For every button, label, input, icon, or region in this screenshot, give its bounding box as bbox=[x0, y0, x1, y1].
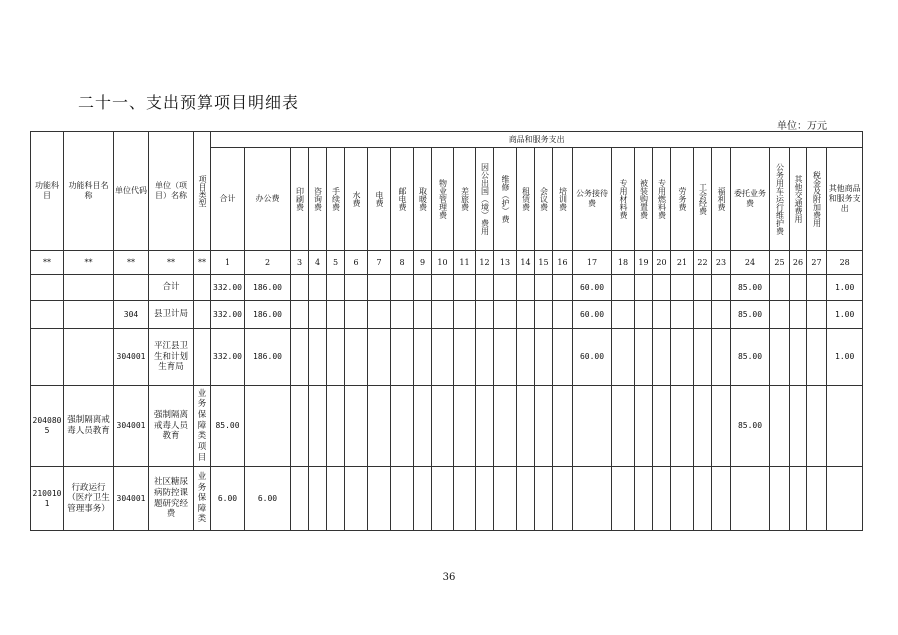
index-cell: 2 bbox=[245, 251, 291, 275]
header-travel: 差旅费 bbox=[454, 148, 476, 251]
cell-amount bbox=[770, 329, 790, 386]
index-cell: 26 bbox=[790, 251, 807, 275]
cell-unit-name: 社区糖尿病防控课题研究经费 bbox=[149, 467, 194, 531]
cell-amount: 60.00 bbox=[573, 301, 612, 329]
cell-amount: 60.00 bbox=[573, 329, 612, 386]
cell-amount bbox=[309, 467, 327, 531]
cell-amount bbox=[327, 386, 345, 467]
cell-amount bbox=[454, 329, 476, 386]
index-cell: 18 bbox=[612, 251, 635, 275]
index-cell: 28 bbox=[827, 251, 863, 275]
index-cell: 15 bbox=[535, 251, 553, 275]
cell-amount bbox=[807, 275, 827, 301]
cell-amount bbox=[414, 275, 432, 301]
index-cell: 25 bbox=[770, 251, 790, 275]
cell-amount bbox=[553, 467, 573, 531]
header-labor: 劳务费 bbox=[671, 148, 694, 251]
header-func-code: 功能科目 bbox=[31, 132, 64, 251]
header-commission: 委托业务费 bbox=[731, 148, 770, 251]
page-number: 36 bbox=[442, 572, 456, 583]
cell-amount bbox=[245, 386, 291, 467]
index-cell: ** bbox=[194, 251, 211, 275]
cell-amount: 85.00 bbox=[211, 386, 245, 467]
cell-func-name bbox=[64, 301, 114, 329]
header-printing: 印刷费 bbox=[291, 148, 309, 251]
cell-amount bbox=[612, 275, 635, 301]
cell-amount bbox=[517, 386, 535, 467]
cell-amount bbox=[807, 467, 827, 531]
cell-amount bbox=[517, 275, 535, 301]
cell-amount bbox=[671, 329, 694, 386]
cell-amount bbox=[553, 301, 573, 329]
cell-amount bbox=[671, 467, 694, 531]
index-cell: 21 bbox=[671, 251, 694, 275]
cell-amount bbox=[612, 329, 635, 386]
index-cell: 13 bbox=[494, 251, 517, 275]
header-consulting: 咨询费 bbox=[309, 148, 327, 251]
cell-amount bbox=[517, 467, 535, 531]
cell-amount: 85.00 bbox=[731, 301, 770, 329]
cell-func-name bbox=[64, 275, 114, 301]
cell-amount: 332.00 bbox=[211, 301, 245, 329]
cell-amount bbox=[671, 386, 694, 467]
cell-amount bbox=[391, 275, 414, 301]
page-title: 二十一、支出预算项目明细表 bbox=[78, 93, 300, 112]
cell-amount bbox=[635, 467, 653, 531]
cell-amount bbox=[635, 301, 653, 329]
cell-amount: 60.00 bbox=[573, 275, 612, 301]
cell-amount bbox=[432, 275, 454, 301]
cell-amount bbox=[653, 467, 671, 531]
header-rent: 租赁费 bbox=[517, 148, 535, 251]
cell-amount bbox=[476, 467, 494, 531]
cell-amount bbox=[454, 275, 476, 301]
cell-amount bbox=[517, 301, 535, 329]
cell-amount bbox=[454, 301, 476, 329]
cell-amount bbox=[414, 467, 432, 531]
cell-amount bbox=[790, 386, 807, 467]
cell-amount bbox=[790, 301, 807, 329]
index-cell: 17 bbox=[573, 251, 612, 275]
header-fees: 手续费 bbox=[327, 148, 345, 251]
cell-proj-type bbox=[194, 275, 211, 301]
cell-amount bbox=[345, 467, 368, 531]
cell-amount bbox=[432, 329, 454, 386]
cell-amount bbox=[327, 275, 345, 301]
cell-amount bbox=[291, 275, 309, 301]
cell-amount: 332.00 bbox=[211, 329, 245, 386]
cell-unit-name: 县卫计局 bbox=[149, 301, 194, 329]
cell-amount bbox=[345, 275, 368, 301]
cell-amount bbox=[770, 467, 790, 531]
cell-amount bbox=[790, 275, 807, 301]
cell-amount bbox=[653, 329, 671, 386]
cell-amount bbox=[291, 301, 309, 329]
cell-amount: 1.00 bbox=[827, 275, 863, 301]
group-header: 商品和服务支出 bbox=[211, 132, 863, 148]
cell-amount bbox=[345, 301, 368, 329]
cell-amount: 6.00 bbox=[245, 467, 291, 531]
cell-amount bbox=[807, 386, 827, 467]
cell-amount bbox=[790, 329, 807, 386]
cell-amount bbox=[494, 386, 517, 467]
cell-amount: 332.00 bbox=[211, 275, 245, 301]
cell-amount bbox=[612, 301, 635, 329]
cell-amount bbox=[653, 275, 671, 301]
cell-amount bbox=[635, 329, 653, 386]
cell-amount bbox=[454, 386, 476, 467]
cell-amount: 186.00 bbox=[245, 329, 291, 386]
index-cell: 8 bbox=[391, 251, 414, 275]
cell-amount bbox=[517, 329, 535, 386]
cell-func-name: 强制隔离戒毒人员教育 bbox=[64, 386, 114, 467]
cell-amount bbox=[535, 386, 553, 467]
index-cell: 22 bbox=[694, 251, 712, 275]
cell-proj-type: 业务保障类 bbox=[194, 467, 211, 531]
header-fuel: 专用燃料费 bbox=[653, 148, 671, 251]
cell-func-name bbox=[64, 329, 114, 386]
cell-amount bbox=[694, 467, 712, 531]
cell-amount bbox=[309, 301, 327, 329]
cell-amount bbox=[391, 386, 414, 467]
cell-amount bbox=[327, 301, 345, 329]
cell-func-code bbox=[31, 275, 64, 301]
cell-amount: 6.00 bbox=[211, 467, 245, 531]
index-cell: 1 bbox=[211, 251, 245, 275]
cell-amount bbox=[309, 386, 327, 467]
table-row bbox=[31, 386, 863, 467]
cell-amount bbox=[494, 301, 517, 329]
header-other: 其他商品和服务支出 bbox=[827, 148, 863, 251]
cell-amount bbox=[770, 386, 790, 467]
cell-amount bbox=[309, 275, 327, 301]
cell-proj-type bbox=[194, 301, 211, 329]
cell-amount bbox=[573, 386, 612, 467]
header-materials: 专用材料费 bbox=[612, 148, 635, 251]
header-welfare: 福利费 bbox=[712, 148, 731, 251]
index-cell: 20 bbox=[653, 251, 671, 275]
cell-unit-name: 合计 bbox=[149, 275, 194, 301]
cell-amount bbox=[671, 275, 694, 301]
index-cell: 12 bbox=[476, 251, 494, 275]
table-row bbox=[31, 329, 863, 386]
cell-amount: 85.00 bbox=[731, 329, 770, 386]
cell-amount bbox=[807, 301, 827, 329]
cell-amount bbox=[712, 301, 731, 329]
cell-amount bbox=[494, 275, 517, 301]
cell-amount bbox=[694, 329, 712, 386]
cell-unit-code: 304001 bbox=[114, 467, 149, 531]
cell-amount bbox=[553, 329, 573, 386]
unit-label: 单位：万元 bbox=[777, 121, 827, 132]
cell-amount: 186.00 bbox=[245, 301, 291, 329]
index-cell: 19 bbox=[635, 251, 653, 275]
cell-unit-code: 304 bbox=[114, 301, 149, 329]
header-union: 工会经费 bbox=[694, 148, 712, 251]
index-row bbox=[31, 251, 863, 275]
cell-amount bbox=[494, 467, 517, 531]
header-unit-code: 单位代码 bbox=[114, 132, 149, 251]
cell-amount bbox=[653, 301, 671, 329]
index-cell: 4 bbox=[309, 251, 327, 275]
cell-amount bbox=[635, 275, 653, 301]
index-cell: 16 bbox=[553, 251, 573, 275]
header-vehicle: 公务用车运行维护费 bbox=[770, 148, 790, 251]
cell-amount bbox=[309, 329, 327, 386]
cell-amount bbox=[476, 301, 494, 329]
cell-amount bbox=[291, 386, 309, 467]
cell-amount bbox=[327, 467, 345, 531]
cell-amount bbox=[712, 275, 731, 301]
cell-amount bbox=[414, 329, 432, 386]
cell-unit-code: 304001 bbox=[114, 386, 149, 467]
cell-amount bbox=[712, 467, 731, 531]
cell-amount bbox=[770, 275, 790, 301]
table-row bbox=[31, 301, 863, 329]
cell-amount bbox=[612, 386, 635, 467]
cell-amount bbox=[770, 301, 790, 329]
header-transport: 其他交通费用 bbox=[790, 148, 807, 251]
cell-unit-code bbox=[114, 275, 149, 301]
cell-amount bbox=[476, 275, 494, 301]
cell-amount bbox=[368, 329, 391, 386]
header-uniform: 被装购置费 bbox=[635, 148, 653, 251]
cell-amount bbox=[712, 386, 731, 467]
index-cell: 10 bbox=[432, 251, 454, 275]
header-water: 水费 bbox=[345, 148, 368, 251]
cell-amount: 1.00 bbox=[827, 301, 863, 329]
cell-proj-type: 业务保障类项目 bbox=[194, 386, 211, 467]
cell-amount bbox=[827, 386, 863, 467]
header-meeting: 会议费 bbox=[535, 148, 553, 251]
cell-amount: 85.00 bbox=[731, 386, 770, 467]
index-cell: ** bbox=[114, 251, 149, 275]
index-cell: 23 bbox=[712, 251, 731, 275]
cell-amount bbox=[327, 329, 345, 386]
header-postal: 邮电费 bbox=[391, 148, 414, 251]
index-cell: 14 bbox=[517, 251, 535, 275]
cell-amount bbox=[494, 329, 517, 386]
cell-amount bbox=[368, 301, 391, 329]
header-unit-name: 单位（项目）名称 bbox=[149, 132, 194, 251]
header-office: 办公费 bbox=[245, 148, 291, 251]
cell-amount bbox=[827, 467, 863, 531]
cell-amount bbox=[368, 386, 391, 467]
cell-amount bbox=[553, 386, 573, 467]
header-proj-type: 项目类型 bbox=[194, 132, 211, 251]
cell-amount bbox=[432, 301, 454, 329]
header-abroad: 因公出国（境）费用 bbox=[476, 148, 494, 251]
cell-amount bbox=[612, 467, 635, 531]
cell-amount: 186.00 bbox=[245, 275, 291, 301]
cell-amount bbox=[476, 386, 494, 467]
cell-amount bbox=[694, 386, 712, 467]
header-total: 合计 bbox=[211, 148, 245, 251]
header-electricity: 电费 bbox=[368, 148, 391, 251]
cell-amount bbox=[635, 386, 653, 467]
cell-amount bbox=[535, 467, 553, 531]
index-cell: 3 bbox=[291, 251, 309, 275]
header-property: 物业管理费 bbox=[432, 148, 454, 251]
cell-amount bbox=[535, 275, 553, 301]
cell-amount bbox=[368, 467, 391, 531]
cell-proj-type bbox=[194, 329, 211, 386]
cell-amount bbox=[573, 467, 612, 531]
cell-amount bbox=[432, 386, 454, 467]
cell-amount bbox=[653, 386, 671, 467]
index-cell: ** bbox=[149, 251, 194, 275]
cell-amount bbox=[694, 301, 712, 329]
header-func-name: 功能科目名称 bbox=[64, 132, 114, 251]
cell-amount bbox=[414, 386, 432, 467]
cell-amount bbox=[414, 301, 432, 329]
cell-unit-name: 平江县卫生和计划生育局 bbox=[149, 329, 194, 386]
header-reception: 公务接待费 bbox=[573, 148, 612, 251]
cell-func-code bbox=[31, 329, 64, 386]
cell-amount: 1.00 bbox=[827, 329, 863, 386]
cell-amount bbox=[535, 329, 553, 386]
cell-amount bbox=[291, 467, 309, 531]
cell-amount bbox=[345, 329, 368, 386]
cell-amount bbox=[712, 329, 731, 386]
header-maintenance: 维修（护）费 bbox=[494, 148, 517, 251]
cell-amount bbox=[671, 301, 694, 329]
cell-unit-code: 304001 bbox=[114, 329, 149, 386]
cell-amount bbox=[807, 329, 827, 386]
header-tax: 税金及附加费用 bbox=[807, 148, 827, 251]
index-cell: 6 bbox=[345, 251, 368, 275]
index-cell: ** bbox=[31, 251, 64, 275]
index-cell: ** bbox=[64, 251, 114, 275]
cell-func-code bbox=[31, 301, 64, 329]
cell-amount bbox=[345, 386, 368, 467]
header-heating: 取暖费 bbox=[414, 148, 432, 251]
cell-amount bbox=[694, 275, 712, 301]
cell-func-code: 2100101 bbox=[31, 467, 64, 531]
cell-amount bbox=[535, 301, 553, 329]
cell-unit-name: 强制隔离戒毒人员教育 bbox=[149, 386, 194, 467]
cell-amount bbox=[454, 467, 476, 531]
cell-amount bbox=[391, 301, 414, 329]
cell-amount bbox=[432, 467, 454, 531]
budget-table bbox=[30, 131, 863, 531]
cell-amount bbox=[553, 275, 573, 301]
index-cell: 7 bbox=[368, 251, 391, 275]
header-training: 培训费 bbox=[553, 148, 573, 251]
cell-amount bbox=[476, 329, 494, 386]
cell-func-name: 行政运行（医疗卫生管理事务） bbox=[64, 467, 114, 531]
table-row bbox=[31, 467, 863, 531]
cell-amount bbox=[368, 275, 391, 301]
cell-func-code: 2040805 bbox=[31, 386, 64, 467]
index-cell: 9 bbox=[414, 251, 432, 275]
index-cell: 5 bbox=[327, 251, 345, 275]
table-row bbox=[31, 275, 863, 301]
cell-amount bbox=[391, 329, 414, 386]
cell-amount bbox=[731, 467, 770, 531]
cell-amount bbox=[291, 329, 309, 386]
index-cell: 11 bbox=[454, 251, 476, 275]
cell-amount: 85.00 bbox=[731, 275, 770, 301]
index-cell: 24 bbox=[731, 251, 770, 275]
cell-amount bbox=[790, 467, 807, 531]
cell-amount bbox=[391, 467, 414, 531]
index-cell: 27 bbox=[807, 251, 827, 275]
